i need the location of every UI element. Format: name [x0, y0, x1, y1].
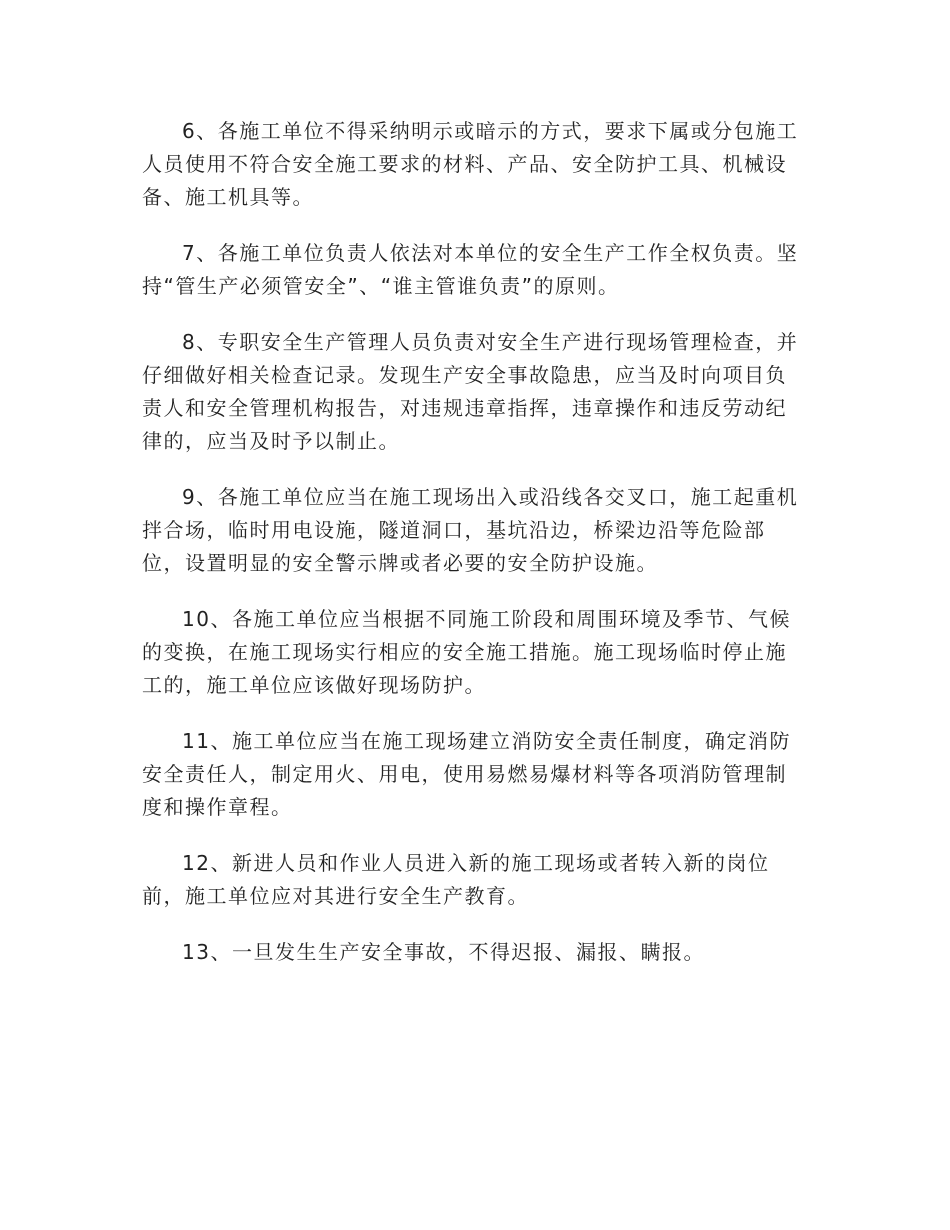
paragraph-item-9: 9、各施工单位应当在施工现场出入或沿线各交叉口，施工起重机拌合场，临时用电设施，隧道洞口，基坑沿边，桥梁边沿等危险部位，设置明显的安全警示牌或者必要的安全防护设施。 [142, 485, 799, 575]
paragraph-item-12: 12、新进人员和作业人员进入新的施工现场或者转入新的岗位前，施工单位应对其进行安全生产教育。 [142, 851, 770, 908]
paragraph-item-6: 6、各施工单位不得采纳明示或暗示的方式，要求下属或分包施工人员使用不符合安全施工要求的材料、产品、安全防护工具、机械设备、施工机具等。 [142, 119, 799, 209]
paragraph-item-7: 7、各施工单位负责人依法对本单位的安全生产工作全权负责。坚持“管生产必须管安全”、“谁主管谁负责”的原则。 [142, 241, 799, 298]
document-body [142, 115, 808, 992]
paragraph-item-8: 8、专职安全生产管理人员负责对安全生产进行现场管理检查，并仔细做好相关检查记录。发现生产安全事故隐患，应当及时向项目负责人和安全管理机构报告，对违规违章指挥，违章操作和违反劳动纪律的，应当及时予以制止。 [142, 330, 799, 453]
paragraph-item-10: 10、各施工单位应当根据不同施工阶段和周围环境及季节、气候的变换，在施工现场实行相应的安全施工措施。施工现场临时停止施工的，施工单位应该做好现场防护。 [142, 607, 791, 697]
paragraph-item-13: 13、一旦发生生产安全事故，不得迟报、漏报、瞒报。 [182, 940, 705, 964]
paragraph-item-11: 11、施工单位应当在施工现场建立消防安全责任制度，确定消防安全责任人，制定用火、用电，使用易燃易爆材料等各项消防管理制度和操作章程。 [142, 729, 791, 819]
